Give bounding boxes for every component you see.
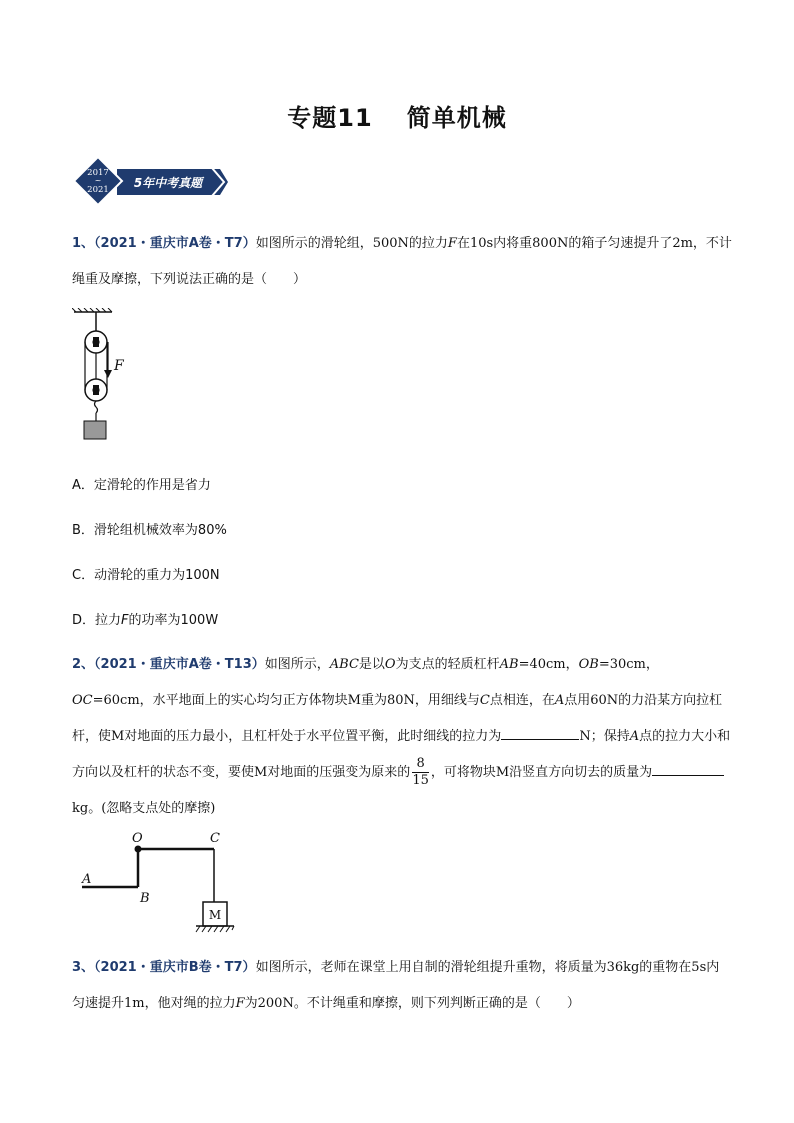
- var-a: A: [629, 729, 640, 744]
- question-text: =60cm，水平地面上的实心均匀正方体物块M重为80N，用细线与: [92, 693, 480, 708]
- lever-diagram: [76, 826, 246, 942]
- question-text: =30cm，: [598, 657, 659, 672]
- option-d[interactable]: [72, 609, 218, 628]
- option-text: 动滑轮的重力为100N: [94, 568, 220, 583]
- fraction-numerator: 8: [416, 756, 425, 771]
- option-b[interactable]: [72, 519, 227, 538]
- question-text: 是以: [358, 657, 385, 672]
- option-text: 滑轮组机械效率为80%: [93, 523, 227, 538]
- var-c: C: [479, 693, 490, 708]
- var-a: A: [554, 693, 565, 708]
- question-text: 如图所示，老师在课堂上用自制的滑轮组提升重物，将质量为36kg的重物在5s内匀速提升1m，他对绳的拉力: [72, 960, 720, 1011]
- block-m-label: M: [208, 908, 222, 922]
- option-label: C．: [72, 568, 95, 583]
- question-text: 如图所示的滑轮组，500N的拉力: [255, 236, 448, 251]
- question-text: 点相连，在: [489, 693, 555, 708]
- question-text: 为支点的轻质杠杆: [395, 657, 500, 672]
- question-source: （2021・重庆市A卷・T13）: [94, 657, 265, 672]
- badge-year-end: 2021: [87, 185, 109, 195]
- question-text: 在10s内将重800N的箱子匀速提升了2m，不计绳重及摩擦，下列说法正确的是（ ）: [72, 236, 732, 287]
- question-text: 如图所示，: [264, 657, 330, 672]
- question-text: N；保持: [579, 729, 630, 744]
- badge-year-tilde: ~: [94, 176, 102, 185]
- option-label: D．: [72, 613, 96, 628]
- question-number: 1、: [72, 236, 95, 251]
- question-text: 点的拉力大小和方向以及杠杆的状态不变，要使M对地面的压强变为原来的: [72, 729, 731, 780]
- question-2: [72, 647, 732, 827]
- point-b-label: B: [140, 891, 150, 906]
- fraction-denominator: 15: [412, 773, 429, 788]
- force-f-label: F: [114, 358, 124, 374]
- option-text: 定滑轮的作用是省力: [93, 478, 211, 493]
- badge-label: 5年中考真题: [133, 176, 203, 190]
- var-ab: AB: [499, 657, 519, 672]
- var-abc: ABC: [329, 657, 359, 672]
- point-o-label: O: [132, 831, 143, 846]
- question-text: =40cm，: [518, 657, 579, 672]
- pulley-diagram: [72, 308, 132, 443]
- var-f: F: [235, 996, 245, 1011]
- title-topic: 专题11: [287, 104, 373, 132]
- option-label: B．: [72, 523, 94, 538]
- title-name: 简单机械: [406, 104, 507, 132]
- question-source: （2021・重庆市B卷・T7）: [94, 960, 256, 975]
- option-text: 的功率为100W: [128, 613, 219, 628]
- question-text: 点用60N的力沿某方向拉杠杆，使M对地面的压力最小，且杠杆处于水平位置平衡，此时细线的拉力为: [72, 693, 723, 744]
- question-text: ，可将物块M沿竖直方向切去的质量为: [430, 765, 653, 780]
- question-text: kg。(忽略支点处的摩擦): [72, 801, 216, 816]
- option-c[interactable]: [72, 564, 220, 583]
- var-f: F: [121, 613, 129, 628]
- option-text: 拉力: [95, 613, 122, 628]
- page-title: [0, 98, 794, 133]
- var-f: F: [447, 236, 457, 251]
- point-a-label: A: [82, 872, 92, 887]
- badge-year-start: 2017: [87, 168, 109, 178]
- var-oc: OC: [72, 693, 93, 708]
- question-source: （2021・重庆市A卷・T7）: [94, 236, 256, 251]
- question-number: 2、: [72, 657, 95, 672]
- option-label: A．: [72, 478, 94, 493]
- answer-blank-1[interactable]: [501, 725, 579, 740]
- fraction-8-15: [412, 756, 429, 789]
- question-text: 为200N。不计绳重和摩擦，则下列判断正确的是（ ）: [244, 996, 580, 1011]
- answer-blank-2[interactable]: [652, 761, 724, 776]
- point-c-label: C: [210, 831, 220, 846]
- question-1: [72, 226, 732, 298]
- var-o: O: [384, 657, 396, 672]
- option-a[interactable]: [72, 474, 211, 493]
- question-number: 3、: [72, 960, 95, 975]
- var-ob: OB: [578, 657, 599, 672]
- question-3: [72, 950, 732, 1022]
- exam-years-badge: [72, 154, 232, 210]
